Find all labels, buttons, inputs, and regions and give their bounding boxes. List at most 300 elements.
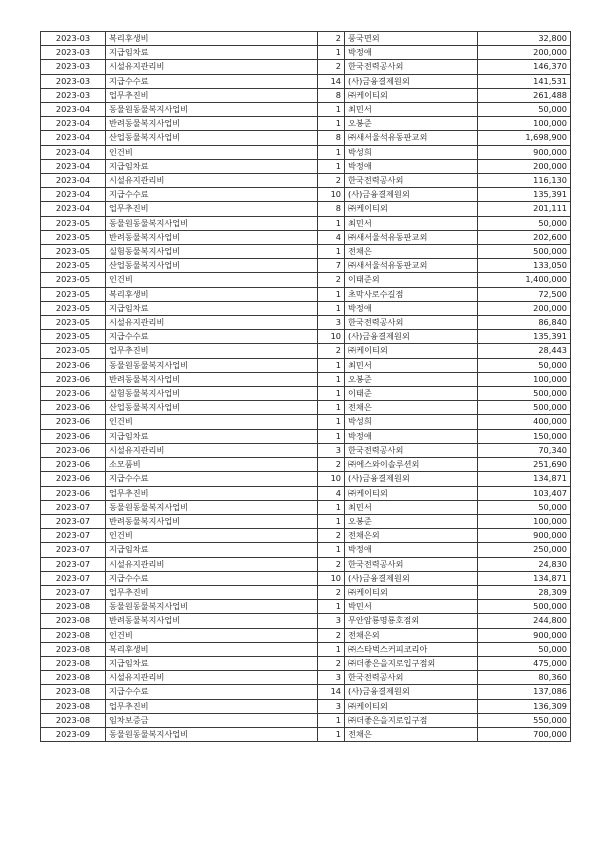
amount-cell: 103,407 (478, 486, 571, 500)
table-row (41, 316, 571, 330)
payee-cell: 한국전력공사외 (345, 174, 478, 188)
count-cell: 3 (318, 614, 345, 628)
month-cell: 2023-06 (41, 472, 106, 486)
table-row (41, 699, 571, 713)
payee-cell: 박민서 (345, 600, 478, 614)
count-cell: 1 (318, 372, 345, 386)
table-row (41, 358, 571, 372)
payee-cell: ㈜케이티외 (345, 88, 478, 102)
amount-cell: 28,443 (478, 344, 571, 358)
item-cell: 반려동물복지사업비 (106, 372, 318, 386)
count-cell: 1 (318, 103, 345, 117)
amount-cell: 261,488 (478, 88, 571, 102)
count-cell: 1 (318, 401, 345, 415)
item-cell: 업무추진비 (106, 699, 318, 713)
item-cell: 시설유지관리비 (106, 316, 318, 330)
month-cell: 2023-04 (41, 145, 106, 159)
payee-cell: (사)금융결제원외 (345, 330, 478, 344)
month-cell: 2023-05 (41, 316, 106, 330)
payee-cell: 전채은외 (345, 628, 478, 642)
payee-cell: 박정애 (345, 301, 478, 315)
amount-cell: 134,871 (478, 472, 571, 486)
payee-cell: 박정애 (345, 543, 478, 557)
month-cell: 2023-05 (41, 245, 106, 259)
item-cell: 지급임차료 (106, 159, 318, 173)
item-cell: 지급임차료 (106, 301, 318, 315)
month-cell: 2023-05 (41, 216, 106, 230)
month-cell: 2023-07 (41, 514, 106, 528)
expense-table-body (41, 32, 571, 742)
table-row (41, 230, 571, 244)
month-cell: 2023-04 (41, 174, 106, 188)
amount-cell: 72,500 (478, 287, 571, 301)
payee-cell: 풍국면외 (345, 32, 478, 46)
table-row (41, 656, 571, 670)
amount-cell: 900,000 (478, 145, 571, 159)
amount-cell: 475,000 (478, 656, 571, 670)
table-row (41, 415, 571, 429)
month-cell: 2023-03 (41, 74, 106, 88)
payee-cell: ㈜새서울석유동판교외 (345, 131, 478, 145)
item-cell: 인건비 (106, 529, 318, 543)
month-cell: 2023-04 (41, 188, 106, 202)
table-row (41, 514, 571, 528)
payee-cell: 한국전력공사외 (345, 557, 478, 571)
table-row (41, 46, 571, 60)
payee-cell: 초막사로수길점 (345, 287, 478, 301)
payee-cell: 한국전력공사외 (345, 60, 478, 74)
amount-cell: 24,830 (478, 557, 571, 571)
month-cell: 2023-05 (41, 330, 106, 344)
payee-cell: 박정애 (345, 429, 478, 443)
count-cell: 1 (318, 117, 345, 131)
count-cell: 3 (318, 443, 345, 457)
count-cell: 2 (318, 344, 345, 358)
month-cell: 2023-08 (41, 685, 106, 699)
month-cell: 2023-04 (41, 131, 106, 145)
count-cell: 3 (318, 316, 345, 330)
month-cell: 2023-07 (41, 500, 106, 514)
amount-cell: 137,086 (478, 685, 571, 699)
item-cell: 동물원동물복지사업비 (106, 358, 318, 372)
item-cell: 인건비 (106, 415, 318, 429)
amount-cell: 201,111 (478, 202, 571, 216)
amount-cell: 133,050 (478, 259, 571, 273)
count-cell: 10 (318, 330, 345, 344)
item-cell: 지급수수료 (106, 188, 318, 202)
count-cell: 1 (318, 727, 345, 741)
item-cell: 업무추진비 (106, 202, 318, 216)
table-row (41, 600, 571, 614)
item-cell: 산업동물복지사업비 (106, 401, 318, 415)
item-cell: 인건비 (106, 273, 318, 287)
table-row (41, 713, 571, 727)
payee-cell: (사)금융결제원외 (345, 74, 478, 88)
month-cell: 2023-08 (41, 671, 106, 685)
payee-cell: 최민서 (345, 500, 478, 514)
count-cell: 14 (318, 74, 345, 88)
table-row (41, 301, 571, 315)
payee-cell: ㈜새서울석유동판교외 (345, 230, 478, 244)
table-row (41, 188, 571, 202)
payee-cell: ㈜케이티외 (345, 699, 478, 713)
item-cell: 소모품비 (106, 458, 318, 472)
table-row (41, 585, 571, 599)
table-row (41, 401, 571, 415)
count-cell: 1 (318, 600, 345, 614)
count-cell: 1 (318, 642, 345, 656)
item-cell: 시설유지관리비 (106, 671, 318, 685)
count-cell: 2 (318, 529, 345, 543)
item-cell: 지급임차료 (106, 429, 318, 443)
month-cell: 2023-08 (41, 642, 106, 656)
table-row (41, 486, 571, 500)
payee-cell: ㈜스타벅스커피코리아 (345, 642, 478, 656)
count-cell: 1 (318, 301, 345, 315)
count-cell: 1 (318, 159, 345, 173)
table-row (41, 571, 571, 585)
payee-cell: (사)금융결제원외 (345, 571, 478, 585)
amount-cell: 100,000 (478, 514, 571, 528)
table-row (41, 543, 571, 557)
table-row (41, 202, 571, 216)
count-cell: 1 (318, 46, 345, 60)
amount-cell: 50,000 (478, 358, 571, 372)
payee-cell: ㈜케이티외 (345, 585, 478, 599)
item-cell: 업무추진비 (106, 344, 318, 358)
payee-cell: (사)금융결제원외 (345, 472, 478, 486)
item-cell: 업무추진비 (106, 585, 318, 599)
month-cell: 2023-06 (41, 387, 106, 401)
table-row (41, 685, 571, 699)
item-cell: 반려동물복지사업비 (106, 117, 318, 131)
amount-cell: 80,360 (478, 671, 571, 685)
payee-cell: 박정애 (345, 46, 478, 60)
payee-cell: 오봉준 (345, 372, 478, 386)
month-cell: 2023-07 (41, 543, 106, 557)
amount-cell: 251,690 (478, 458, 571, 472)
item-cell: 동물원동물복지사업비 (106, 727, 318, 741)
month-cell: 2023-05 (41, 273, 106, 287)
month-cell: 2023-05 (41, 230, 106, 244)
table-row (41, 174, 571, 188)
table-row (41, 273, 571, 287)
payee-cell: 박정애 (345, 159, 478, 173)
expense-table (40, 31, 571, 742)
amount-cell: 141,531 (478, 74, 571, 88)
month-cell: 2023-05 (41, 259, 106, 273)
item-cell: 인건비 (106, 628, 318, 642)
amount-cell: 200,000 (478, 159, 571, 173)
month-cell: 2023-07 (41, 571, 106, 585)
table-row (41, 287, 571, 301)
count-cell: 4 (318, 486, 345, 500)
ledger-page (40, 31, 571, 742)
count-cell: 2 (318, 585, 345, 599)
table-row (41, 429, 571, 443)
month-cell: 2023-06 (41, 429, 106, 443)
count-cell: 1 (318, 429, 345, 443)
table-row (41, 387, 571, 401)
table-row (41, 458, 571, 472)
item-cell: 지급수수료 (106, 330, 318, 344)
month-cell: 2023-05 (41, 287, 106, 301)
count-cell: 2 (318, 174, 345, 188)
amount-cell: 500,000 (478, 245, 571, 259)
month-cell: 2023-08 (41, 713, 106, 727)
month-cell: 2023-06 (41, 486, 106, 500)
payee-cell: ㈜케이티외 (345, 202, 478, 216)
count-cell: 1 (318, 245, 345, 259)
amount-cell: 136,309 (478, 699, 571, 713)
amount-cell: 86,840 (478, 316, 571, 330)
table-row (41, 145, 571, 159)
count-cell: 1 (318, 415, 345, 429)
table-row (41, 727, 571, 741)
payee-cell: 한국전력공사외 (345, 671, 478, 685)
payee-cell: ㈜새서울석유동판교외 (345, 259, 478, 273)
payee-cell: 오봉준 (345, 117, 478, 131)
item-cell: 지급임차료 (106, 46, 318, 60)
amount-cell: 100,000 (478, 372, 571, 386)
count-cell: 10 (318, 472, 345, 486)
amount-cell: 116,130 (478, 174, 571, 188)
amount-cell: 50,000 (478, 500, 571, 514)
table-row (41, 671, 571, 685)
count-cell: 3 (318, 699, 345, 713)
month-cell: 2023-07 (41, 529, 106, 543)
item-cell: 지급임차료 (106, 656, 318, 670)
amount-cell: 50,000 (478, 216, 571, 230)
month-cell: 2023-09 (41, 727, 106, 741)
month-cell: 2023-08 (41, 656, 106, 670)
amount-cell: 150,000 (478, 429, 571, 443)
table-row (41, 344, 571, 358)
item-cell: 반려동물복지사업비 (106, 230, 318, 244)
amount-cell: 700,000 (478, 727, 571, 741)
month-cell: 2023-04 (41, 103, 106, 117)
count-cell: 1 (318, 216, 345, 230)
payee-cell: ㈜더좋은을지로입구점 (345, 713, 478, 727)
item-cell: 동물원동물복지사업비 (106, 600, 318, 614)
amount-cell: 900,000 (478, 628, 571, 642)
table-row (41, 372, 571, 386)
item-cell: 실험동물복지사업비 (106, 245, 318, 259)
count-cell: 2 (318, 628, 345, 642)
month-cell: 2023-07 (41, 557, 106, 571)
table-row (41, 443, 571, 457)
payee-cell: 이태준 (345, 387, 478, 401)
payee-cell: ㈜케이티외 (345, 344, 478, 358)
amount-cell: 250,000 (478, 543, 571, 557)
table-row (41, 245, 571, 259)
item-cell: 복리후생비 (106, 642, 318, 656)
payee-cell: 한국전력공사외 (345, 443, 478, 457)
count-cell: 2 (318, 60, 345, 74)
count-cell: 7 (318, 259, 345, 273)
count-cell: 1 (318, 287, 345, 301)
count-cell: 2 (318, 458, 345, 472)
amount-cell: 100,000 (478, 117, 571, 131)
count-cell: 10 (318, 188, 345, 202)
item-cell: 반려동물복지사업비 (106, 614, 318, 628)
table-row (41, 103, 571, 117)
item-cell: 지급수수료 (106, 472, 318, 486)
month-cell: 2023-08 (41, 628, 106, 642)
payee-cell: 무안암룡명룡호점외 (345, 614, 478, 628)
item-cell: 지급수수료 (106, 685, 318, 699)
amount-cell: 135,391 (478, 330, 571, 344)
table-row (41, 159, 571, 173)
amount-cell: 28,309 (478, 585, 571, 599)
payee-cell: 박성희 (345, 415, 478, 429)
item-cell: 지급수수료 (106, 571, 318, 585)
item-cell: 동물원동물복지사업비 (106, 103, 318, 117)
amount-cell: 50,000 (478, 642, 571, 656)
payee-cell: 전채은 (345, 727, 478, 741)
month-cell: 2023-03 (41, 32, 106, 46)
count-cell: 10 (318, 571, 345, 585)
payee-cell: 최민서 (345, 358, 478, 372)
count-cell: 3 (318, 671, 345, 685)
item-cell: 동물원동물복지사업비 (106, 216, 318, 230)
count-cell: 4 (318, 230, 345, 244)
payee-cell: 전채은외 (345, 529, 478, 543)
count-cell: 2 (318, 32, 345, 46)
count-cell: 1 (318, 543, 345, 557)
month-cell: 2023-06 (41, 415, 106, 429)
month-cell: 2023-04 (41, 117, 106, 131)
payee-cell: ㈜케이티외 (345, 486, 478, 500)
table-row (41, 330, 571, 344)
item-cell: 동물원동물복지사업비 (106, 500, 318, 514)
month-cell: 2023-06 (41, 401, 106, 415)
month-cell: 2023-06 (41, 358, 106, 372)
item-cell: 인건비 (106, 145, 318, 159)
table-row (41, 500, 571, 514)
count-cell: 8 (318, 202, 345, 216)
month-cell: 2023-06 (41, 372, 106, 386)
amount-cell: 1,400,000 (478, 273, 571, 287)
item-cell: 업무추진비 (106, 88, 318, 102)
amount-cell: 70,340 (478, 443, 571, 457)
count-cell: 1 (318, 387, 345, 401)
amount-cell: 550,000 (478, 713, 571, 727)
month-cell: 2023-04 (41, 159, 106, 173)
month-cell: 2023-07 (41, 585, 106, 599)
amount-cell: 200,000 (478, 301, 571, 315)
amount-cell: 146,370 (478, 60, 571, 74)
amount-cell: 400,000 (478, 415, 571, 429)
amount-cell: 32,800 (478, 32, 571, 46)
month-cell: 2023-03 (41, 46, 106, 60)
count-cell: 2 (318, 656, 345, 670)
payee-cell: 전채은 (345, 401, 478, 415)
month-cell: 2023-08 (41, 600, 106, 614)
month-cell: 2023-08 (41, 699, 106, 713)
item-cell: 산업동물복지사업비 (106, 131, 318, 145)
table-row (41, 60, 571, 74)
item-cell: 업무추진비 (106, 486, 318, 500)
amount-cell: 500,000 (478, 387, 571, 401)
payee-cell: 최민서 (345, 216, 478, 230)
item-cell: 시설유지관리비 (106, 443, 318, 457)
table-row (41, 259, 571, 273)
payee-cell: 박성희 (345, 145, 478, 159)
table-row (41, 32, 571, 46)
amount-cell: 244,800 (478, 614, 571, 628)
item-cell: 지급수수료 (106, 74, 318, 88)
table-row (41, 628, 571, 642)
payee-cell: ㈜더좋은을지로입구점외 (345, 656, 478, 670)
item-cell: 복리후생비 (106, 287, 318, 301)
table-row (41, 216, 571, 230)
table-row (41, 529, 571, 543)
payee-cell: 이태준외 (345, 273, 478, 287)
amount-cell: 134,871 (478, 571, 571, 585)
amount-cell: 500,000 (478, 401, 571, 415)
count-cell: 1 (318, 500, 345, 514)
payee-cell: 최민서 (345, 103, 478, 117)
month-cell: 2023-03 (41, 88, 106, 102)
payee-cell: 전채은 (345, 245, 478, 259)
table-row (41, 74, 571, 88)
item-cell: 실험동물복지사업비 (106, 387, 318, 401)
table-row (41, 117, 571, 131)
count-cell: 1 (318, 358, 345, 372)
count-cell: 14 (318, 685, 345, 699)
month-cell: 2023-05 (41, 344, 106, 358)
payee-cell: (사)금융결제원외 (345, 188, 478, 202)
count-cell: 2 (318, 273, 345, 287)
payee-cell: (사)금융결제원외 (345, 685, 478, 699)
table-row (41, 131, 571, 145)
item-cell: 지급임차료 (106, 543, 318, 557)
item-cell: 임차보증금 (106, 713, 318, 727)
item-cell: 시설유지관리비 (106, 174, 318, 188)
item-cell: 복리후생비 (106, 32, 318, 46)
count-cell: 1 (318, 145, 345, 159)
month-cell: 2023-06 (41, 458, 106, 472)
count-cell: 8 (318, 131, 345, 145)
count-cell: 1 (318, 713, 345, 727)
table-row (41, 642, 571, 656)
item-cell: 시설유지관리비 (106, 60, 318, 74)
table-row (41, 614, 571, 628)
table-row (41, 88, 571, 102)
count-cell: 2 (318, 557, 345, 571)
month-cell: 2023-06 (41, 443, 106, 457)
amount-cell: 500,000 (478, 600, 571, 614)
item-cell: 산업동물복지사업비 (106, 259, 318, 273)
amount-cell: 202,600 (478, 230, 571, 244)
month-cell: 2023-03 (41, 60, 106, 74)
amount-cell: 135,391 (478, 188, 571, 202)
month-cell: 2023-04 (41, 202, 106, 216)
count-cell: 1 (318, 514, 345, 528)
month-cell: 2023-08 (41, 614, 106, 628)
table-row (41, 557, 571, 571)
amount-cell: 200,000 (478, 46, 571, 60)
item-cell: 시설유지관리비 (106, 557, 318, 571)
payee-cell: ㈜에스와이솔루션외 (345, 458, 478, 472)
count-cell: 8 (318, 88, 345, 102)
amount-cell: 900,000 (478, 529, 571, 543)
amount-cell: 1,698,900 (478, 131, 571, 145)
payee-cell: 오봉준 (345, 514, 478, 528)
table-row (41, 472, 571, 486)
amount-cell: 50,000 (478, 103, 571, 117)
